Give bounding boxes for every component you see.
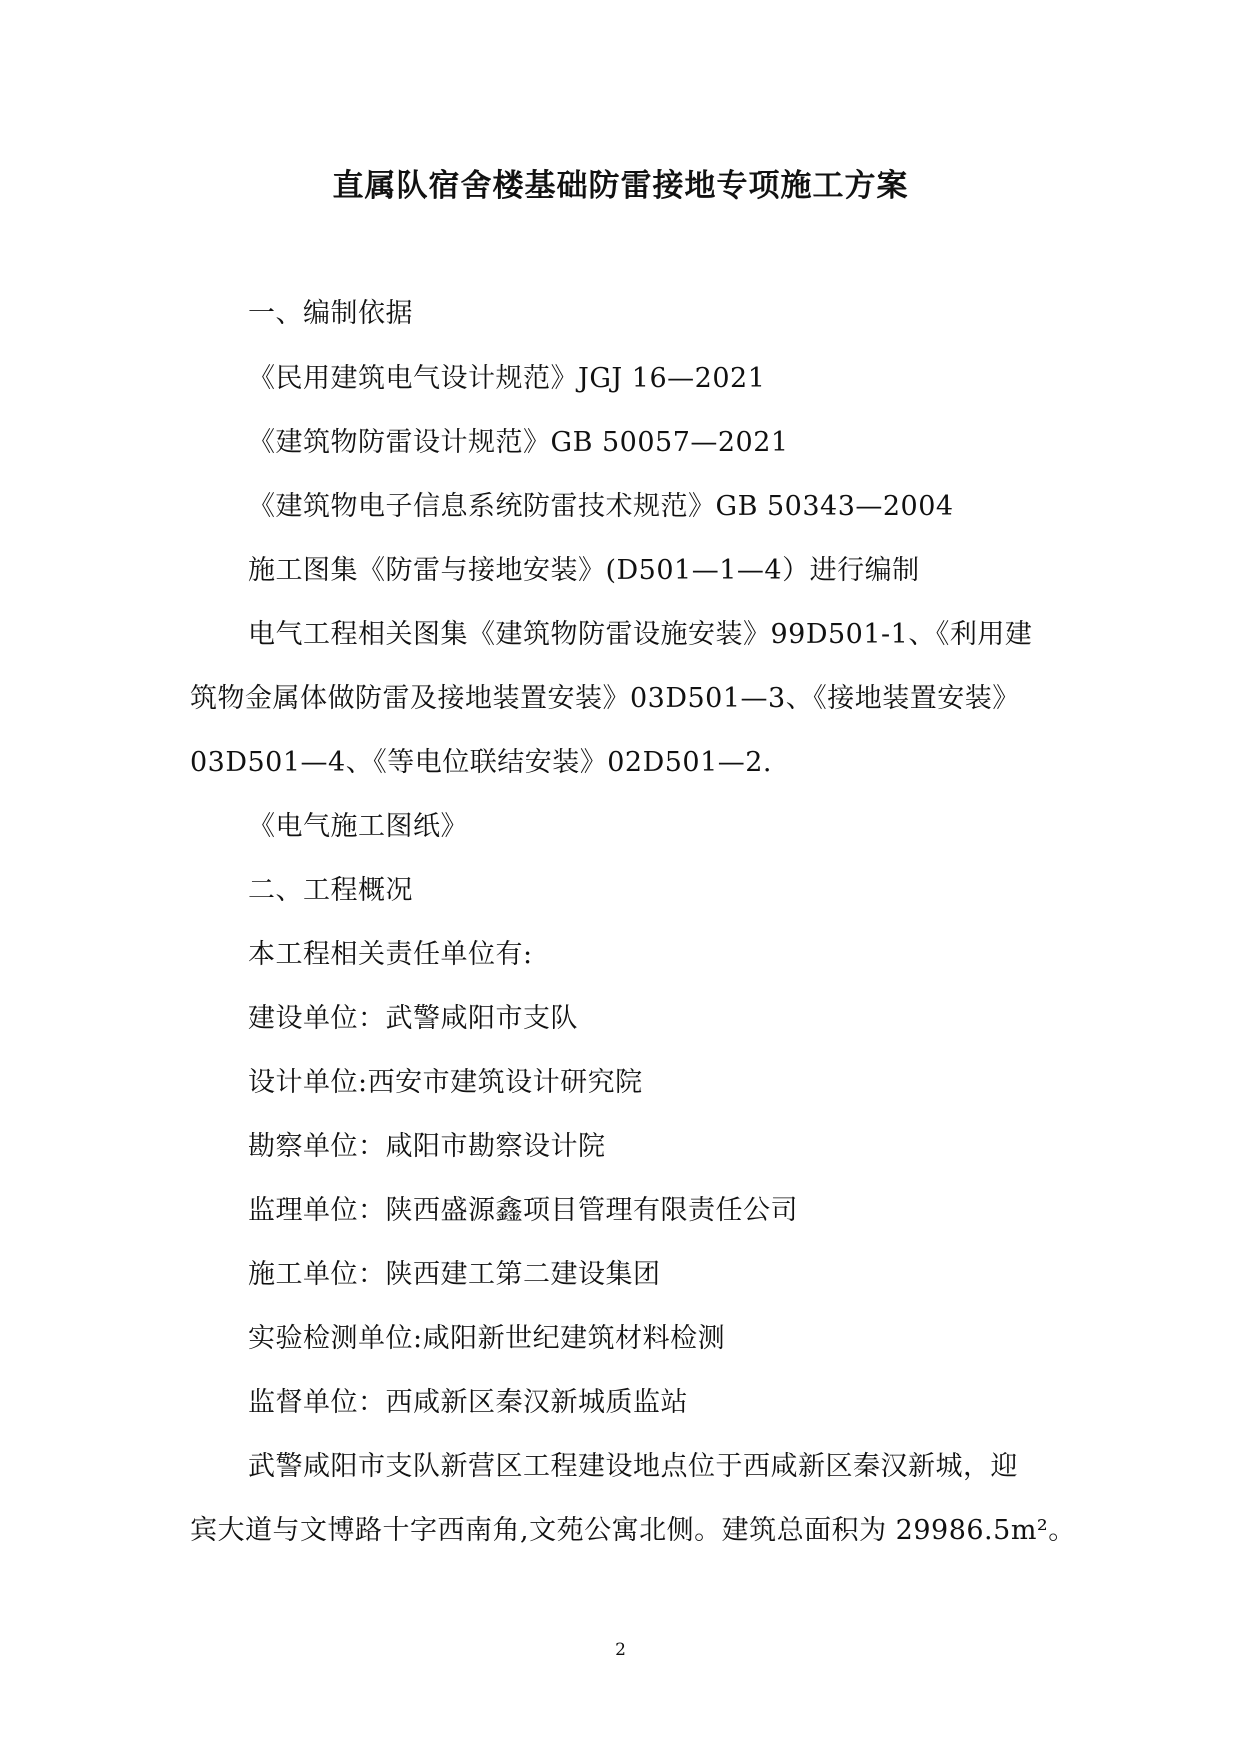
paragraph-line: 宾大道与文博路十字西南角,文苑公寓北侧。建筑总面积为 29986.5m²。	[190, 1515, 1076, 1546]
page-number: 2	[615, 1640, 626, 1660]
unit-line: 勘察单位：咸阳市勘察设计院	[248, 1131, 606, 1162]
paragraph-line: 03D501—4、《等电位联结安装》02D501—2.	[190, 747, 773, 778]
unit-line: 建设单位：武警咸阳市支队	[248, 1003, 578, 1034]
paragraph-line: 筑物金属体做防雷及接地装置安装》03D501—3、《接地装置安装》	[190, 683, 1020, 714]
paragraph-line: 电气工程相关图集《建筑物防雷设施安装》99D501-1、《利用建	[248, 619, 1033, 650]
unit-line: 设计单位:西安市建筑设计研究院	[248, 1067, 643, 1098]
unit-line: 监督单位：西咸新区秦汉新城质监站	[248, 1387, 688, 1418]
reference-line: 《建筑物防雷设计规范》GB 50057—2021	[248, 427, 789, 458]
unit-line: 施工单位：陕西建工第二建设集团	[248, 1259, 661, 1290]
unit-line: 监理单位：陕西盛源鑫项目管理有限责任公司	[248, 1195, 798, 1226]
reference-line: 《建筑物电子信息系统防雷技术规范》GB 50343—2004	[248, 491, 954, 522]
reference-line: 《民用建筑电气设计规范》JGJ 16—2021	[248, 363, 766, 394]
section-heading-basis: 一、编制依据	[248, 298, 413, 329]
paragraph-line: 本工程相关责任单位有:	[248, 939, 533, 970]
reference-line: 施工图集《防雷与接地安装》(D501—1—4）进行编制	[248, 555, 920, 586]
unit-line: 实验检测单位:咸阳新世纪建筑材料检测	[248, 1323, 726, 1354]
paragraph-line: 武警咸阳市支队新营区工程建设地点位于西咸新区秦汉新城，迎	[248, 1451, 1018, 1482]
section-heading-overview: 二、工程概况	[248, 875, 413, 906]
document-title: 直属队宿舍楼基础防雷接地专项施工方案	[332, 168, 909, 204]
reference-line: 《电气施工图纸》	[248, 811, 468, 842]
